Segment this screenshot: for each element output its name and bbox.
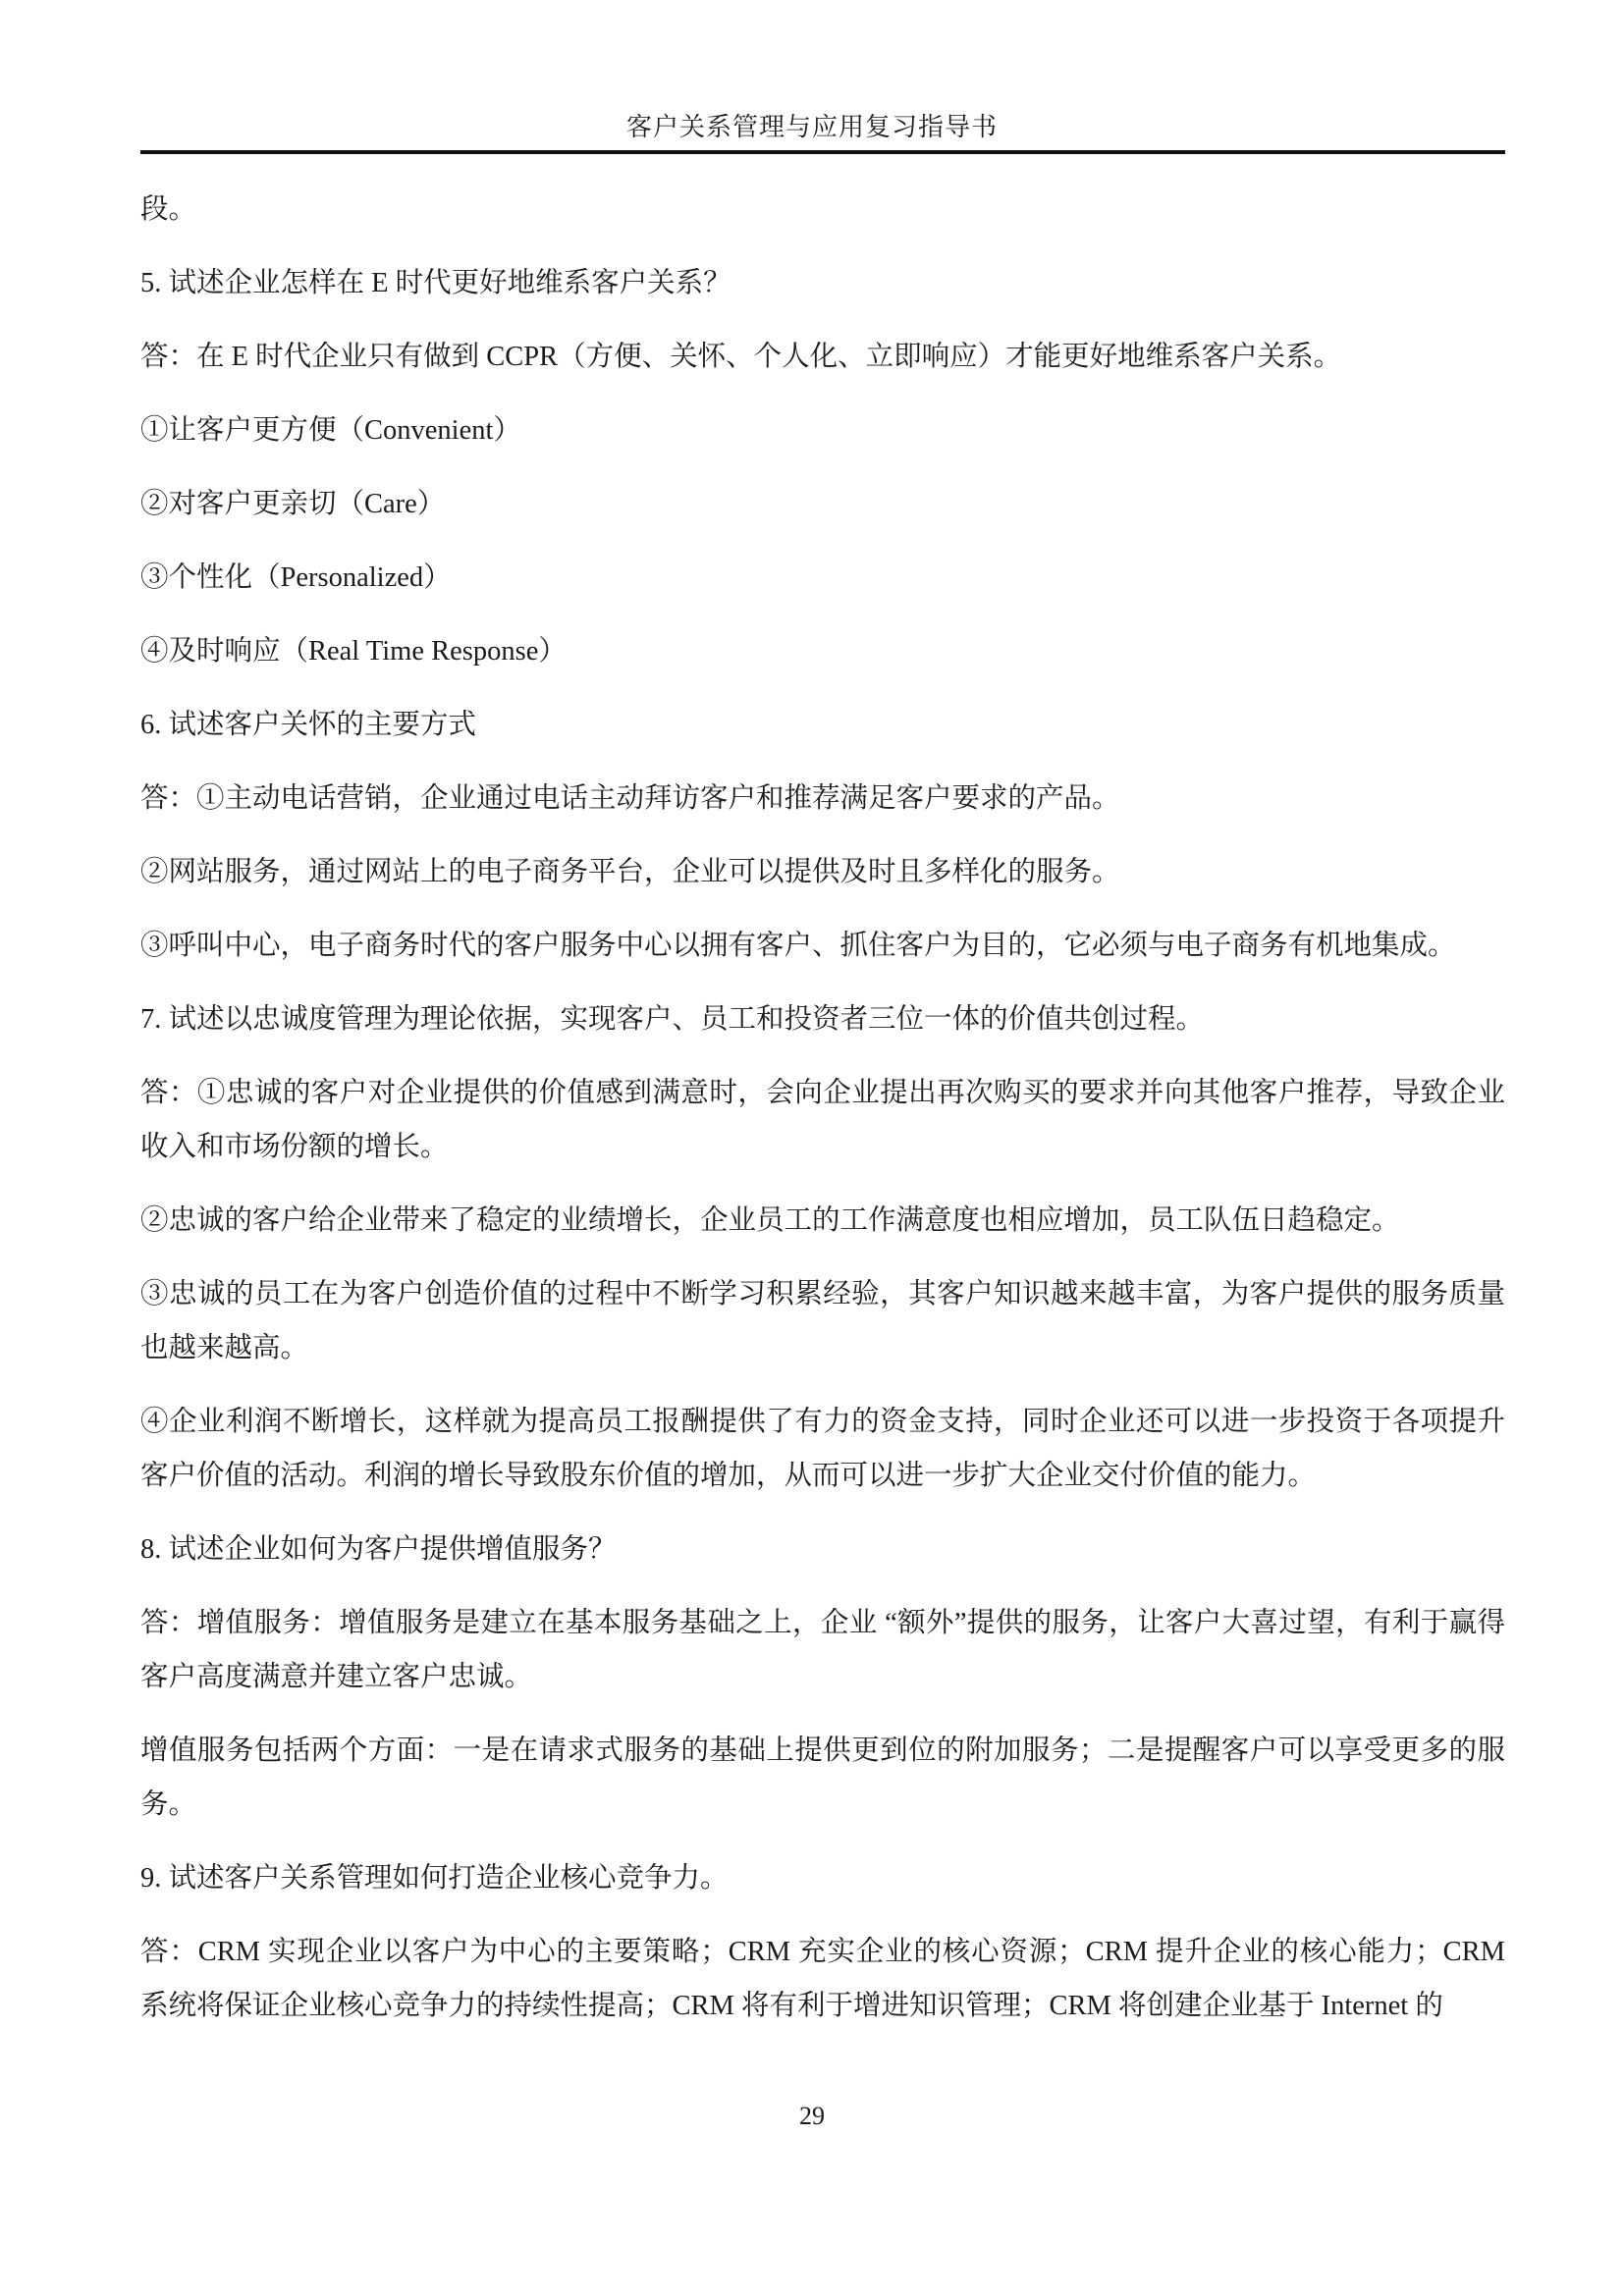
ccpr-item-1: ①让客户更方便（Convenient） (140, 415, 521, 446)
answer-8: 答：增值服务：增值服务是建立在基本服务基础之上，企业 “额外”提供的服务，让客户大喜过望，有利于赢得客户高度满意并建立客户忠诚。 (140, 1608, 1505, 1692)
answer-5: 答：在 E 时代企业只有做到 CCPR（方便、关怀、个人化、立即响应）才能更好地维系客户关系。 (140, 342, 1342, 372)
ccpr-item-4: ④及时响应（Real Time Response） (140, 636, 567, 667)
question-6: 6. 试述客户关怀的主要方式 (140, 710, 477, 740)
question-7: 7. 试述以忠诚度管理为理论依据，实现客户、员工和投资者三位一体的价值共创过程。 (140, 1004, 1205, 1035)
answer-6-item-3: ③呼叫中心，电子商务时代的客户服务中心以拥有客户、抓住客户为目的，它必须与电子商务有机地集成。 (140, 931, 1456, 961)
paragraph-continuation: 段。 (140, 194, 197, 225)
answer-6-item-2: ②网站服务，通过网站上的电子商务平台，企业可以提供及时且多样化的服务。 (140, 857, 1120, 887)
header-rule (140, 150, 1505, 154)
header-title: 客户关系管理与应用复习指导书 (625, 113, 998, 141)
answer-7-item-3: ③忠诚的员工在为客户创造价值的过程中不断学习积累经验，其客户知识越来越丰富，为客户提供的服务质量也越来越高。 (140, 1279, 1505, 1363)
page-footer (0, 2099, 1624, 2134)
answer-7-item-2: ②忠诚的客户给企业带来了稳定的业绩增长，企业员工的工作满意度也相应增加，员工队伍日趋稳定。 (140, 1205, 1400, 1236)
answer-9: 答：CRM 实现企业以客户为中心的主要策略；CRM 充实企业的核心资源；CRM 提升企业的核心能力；CRM 系统将保证企业核心竞争力的持续性提高；CRM 将有利于增进知识管理；CRM 将创建企业基于 Internet 的 (140, 1937, 1505, 2021)
answer-8-para-2: 增值服务包括两个方面：一是在请求式服务的基础上提供更到位的附加服务；二是提醒客户可以享受更多的服务。 (140, 1735, 1505, 1820)
question-8: 8. 试述企业如何为客户提供增值服务？ (140, 1534, 617, 1565)
answer-7-item-1: 答：①忠诚的客户对企业提供的价值感到满意时，会向企业提出再次购买的要求并向其他客户推荐，导致企业收入和市场份额的增长。 (140, 1078, 1505, 1162)
question-5: 5. 试述企业怎样在 E 时代更好地维系客户关系？ (140, 268, 731, 298)
answer-7-item-4: ④企业利润不断增长，这样就为提高员工报酬提供了有力的资金支持，同时企业还可以进一步投资于各项提升客户价值的活动。利润的增长导致股东价值的增加，从而可以进一步扩大企业交付价值的能力。 (140, 1407, 1505, 1491)
answer-6-item-1: 答：①主动电话营销，企业通过电话主动拜访客户和推荐满足客户要求的产品。 (140, 783, 1120, 814)
ccpr-item-2: ②对客户更亲切（Care） (140, 489, 446, 519)
ccpr-item-3: ③个性化（Personalized） (140, 562, 452, 593)
document-body (140, 183, 1505, 2053)
question-9: 9. 试述客户关系管理如何打造企业核心竞争力。 (140, 1863, 729, 1894)
page-number: 29 (799, 2102, 825, 2130)
